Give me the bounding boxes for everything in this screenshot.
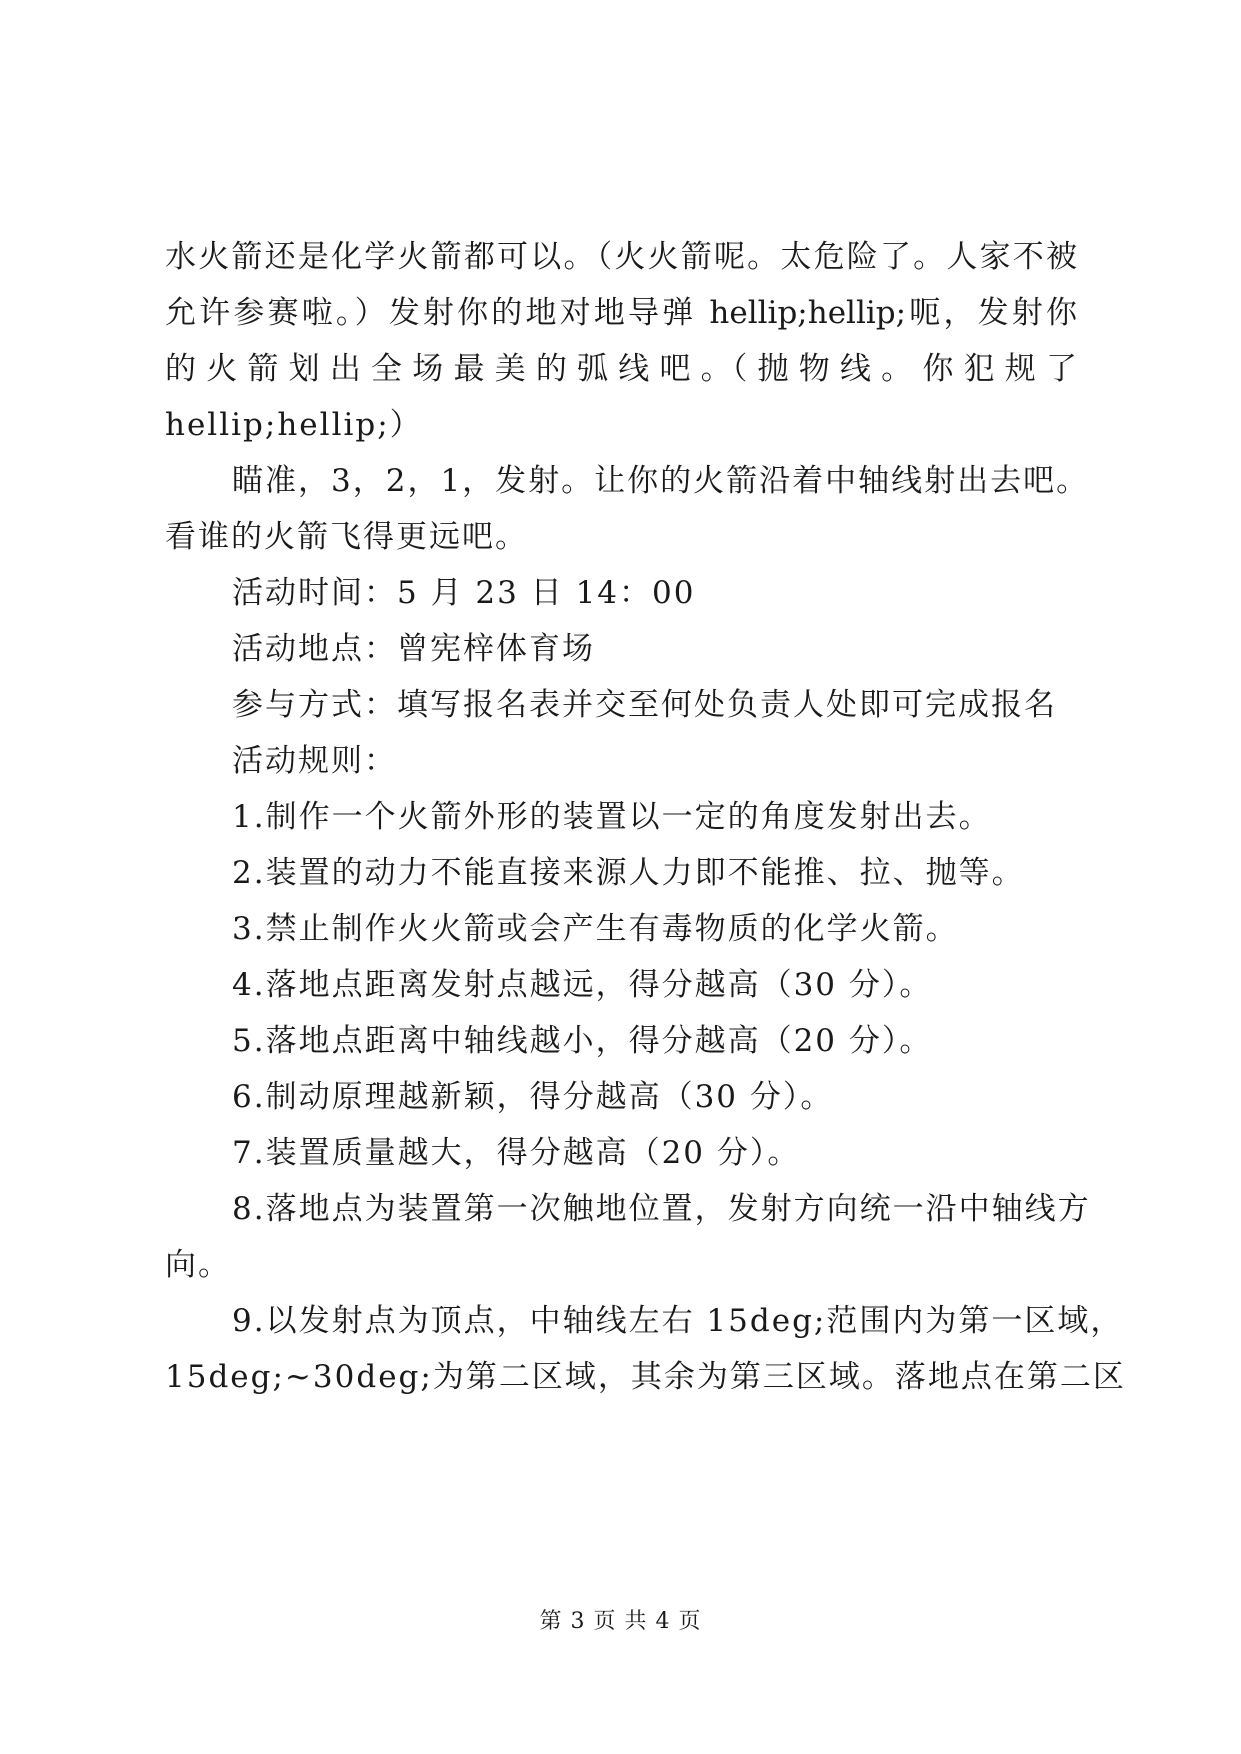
body-line-2: 允许参赛啦。）发射你的地对地导弹 hellip;hellip;呃，发射你 [165, 295, 1077, 331]
rule-item-9-continued: 15deg;~30deg;为第二区域，其余为第三区域。落地点在第二区 [165, 1359, 1126, 1395]
rule-item-8-continued: 向。 [165, 1247, 231, 1283]
page-number-footer: 第 3 页 共 4 页 [539, 1609, 702, 1634]
rule-item-1: 1.制作一个火箭外形的装置以一定的角度发射出去。 [232, 799, 992, 835]
rule-item-2: 2.装置的动力不能直接来源人力即不能推、拉、抛等。 [232, 855, 1025, 891]
rule-item-7: 7.装置质量越大，得分越高（20 分）。 [232, 1135, 801, 1171]
rule-item-3: 3.禁止制作火火箭或会产生有毒物质的化学火箭。 [232, 911, 959, 947]
body-line-3: 的 火 箭 划 出 全 场 最 美 的 弧 线 吧 。（ 抛 物 线 。 你 犯 规 了 [165, 351, 1077, 387]
event-location: 活动地点：曾宪梓体育场 [232, 631, 595, 667]
rule-item-6: 6.制动原理越新颖，得分越高（30 分）。 [232, 1079, 834, 1115]
body-line-4: hellip;hellip;） [165, 407, 423, 443]
rule-item-5: 5.落地点距离中轴线越小，得分越高（20 分）。 [232, 1023, 933, 1059]
body-line-5: 瞄准，3，2，1，发射。让你的火箭沿着中轴线射出去吧。 [232, 463, 1090, 499]
rule-item-8: 8.落地点为装置第一次触地位置，发射方向统一沿中轴线方 [232, 1191, 1091, 1227]
participation-method: 参与方式：填写报名表并交至何处负责人处即可完成报名 [232, 687, 1057, 723]
event-time: 活动时间：5 月 23 日 14：00 [232, 575, 696, 611]
rule-item-9: 9.以发射点为顶点，中轴线左右 15deg;范围内为第一区域， [232, 1303, 1124, 1339]
rules-heading: 活动规则： [232, 743, 397, 779]
rule-item-4: 4.落地点距离发射点越远，得分越高（30 分）。 [232, 967, 933, 1003]
body-line-1: 水火箭还是化学火箭都可以。（火火箭呢。太危险了。人家不被 [165, 239, 1077, 275]
body-line-6: 看谁的火箭飞得更远吧。 [165, 519, 528, 555]
